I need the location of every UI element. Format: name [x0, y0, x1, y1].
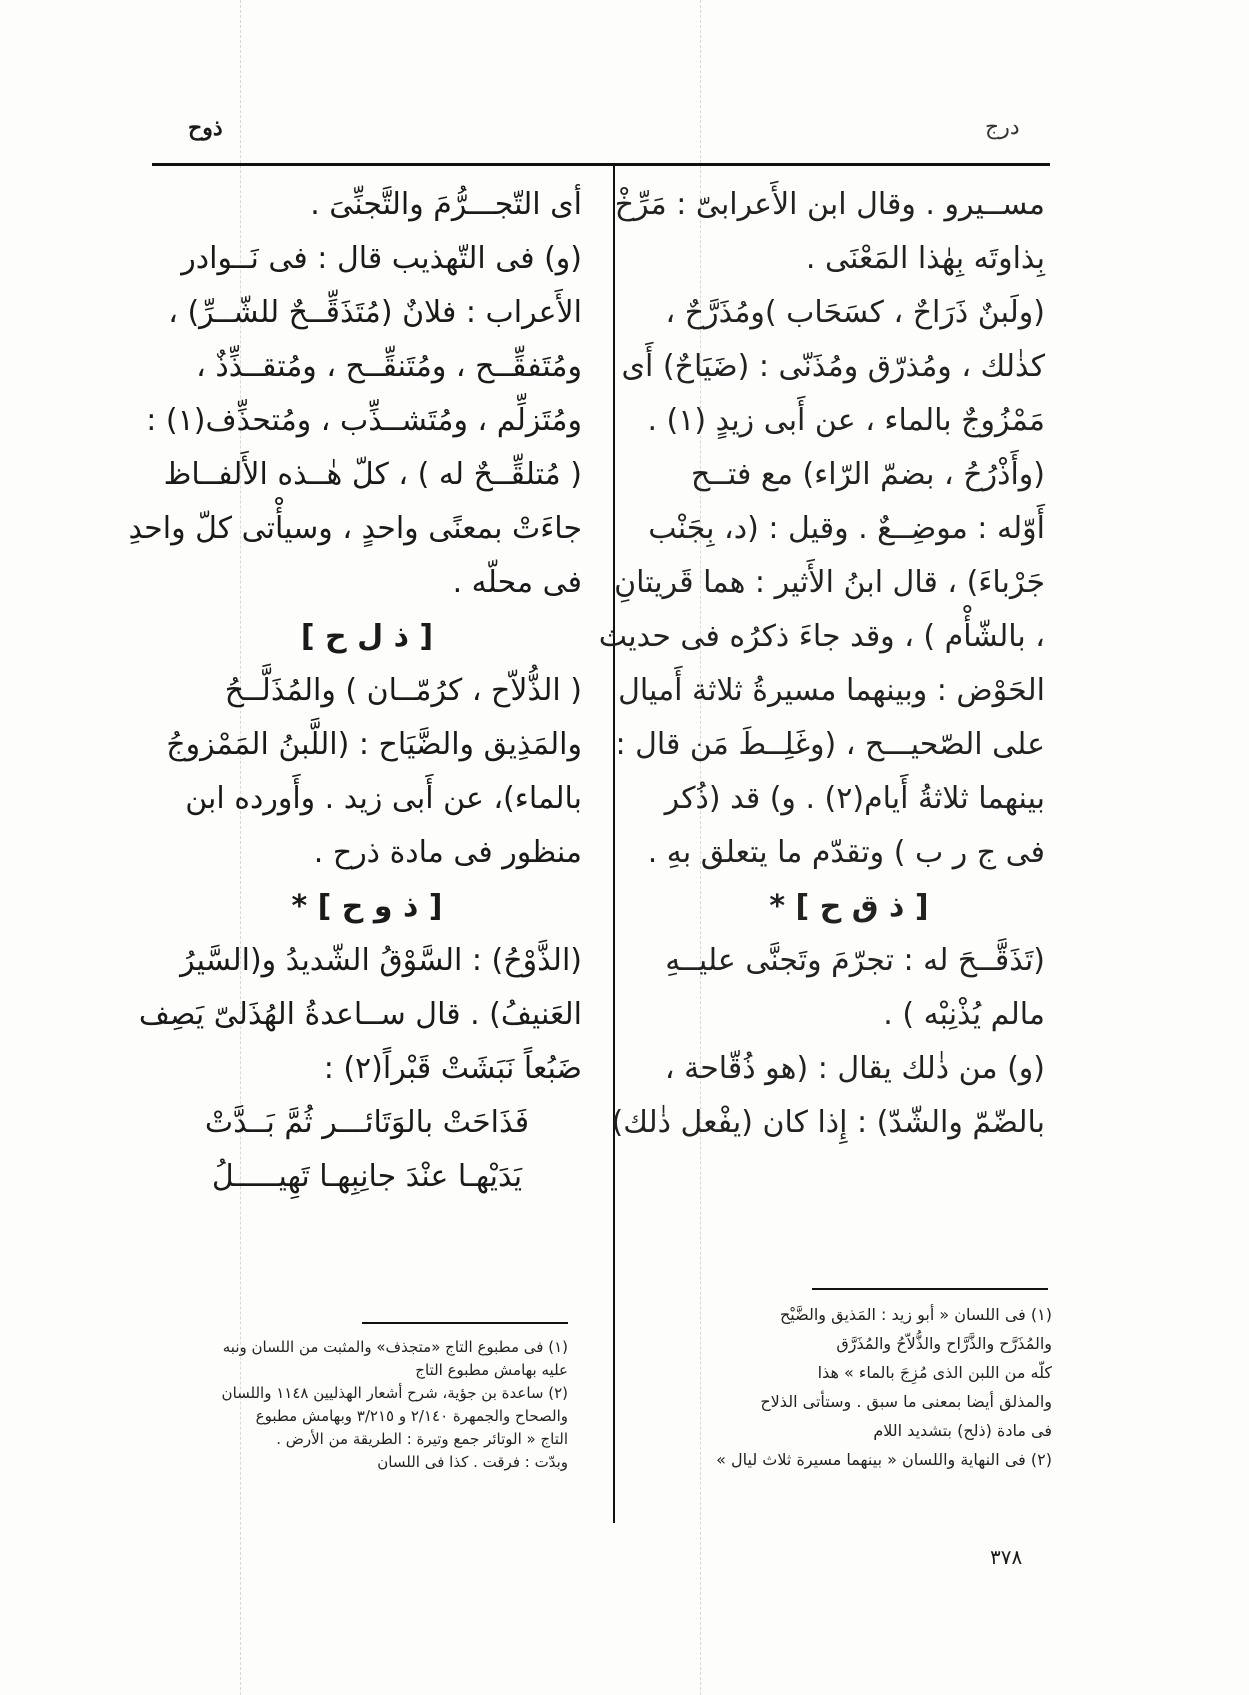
footnote-line: والمُذَرَّح والذَّرَّاح والذُّلاّحُ والمُذَرَّق [836, 1334, 1052, 1353]
text-line: [ ذ ل ح ] [300, 619, 434, 654]
footnote-line: (٢) فى النهاية واللسان « بينهما مسيرة ثلاث ليال » [716, 1450, 1052, 1469]
text-line: مســيرو . وقال ابن الأَعرابىّ : مَرِّخْ [614, 187, 1045, 222]
footnote-line: والمذلق أيضا بمعنى ما سبق . وستأتى الذلاح [760, 1392, 1052, 1411]
column-divider [613, 166, 615, 1523]
footnotes-right [716, 1300, 1052, 1474]
text-line: ( الذُّلاّح ، كرُمّــان ) والمُذَلَّــحُ [224, 673, 582, 708]
footnote-line: فى مادة (ذلح) بتشديد اللام [873, 1421, 1052, 1440]
footnote-line: (٢) ساعدة بن جؤية، شرح أشعار الهذليين ١١٤٨ واللسان [221, 1384, 568, 1402]
text-line: على الصّحيـــح ، (وغَلِــطَ مَن قال : [615, 727, 1045, 762]
text-line: (تَذَقَّــحَ له : تجرّمَ وتَجنَّى عليــهِ [665, 943, 1045, 978]
text-line: أى التّجـــرُّمَ والتَّجنِّىَ . [310, 187, 582, 222]
text-line: (وأَذْرُحُ ، بضمّ الرّاء) مع فتــح [691, 457, 1045, 492]
text-line: ومُتَزلِّم ، ومُتَشــذِّب ، ومُتحذِّف(١) : [146, 403, 582, 438]
text-line: فى ج ر ب ) وتقدّم ما يتعلق بهِ . [647, 835, 1045, 870]
text-line: بالضّمّ والشّدّ) : إِذا كان (يفْعل ذٰلك) [611, 1105, 1045, 1140]
text-line: ضَبُعاً نَبَشَتْ قَبْراً(٢) : [323, 1051, 582, 1086]
text-line: منظور فى مادة ذرح . [313, 835, 582, 870]
text-line: جَرْباءَ) ، قال ابنُ الأَثير : هما قَريتانِ [614, 565, 1045, 600]
running-head-left: ذوح [188, 115, 223, 141]
text-line: (و) فى التّهذيب قال : فى نَــوادر [181, 241, 582, 276]
text-line: العَنيفُ) . قال ســاعدةُ الهُذَلىّ يَصِف [138, 997, 582, 1032]
text-line: والمَذِيق والضَّيَاح : (اللَّبنُ المَمْزوجُ [166, 727, 582, 762]
running-head-right: درج [985, 115, 1020, 140]
text-line: أَوّله : موضِــعٌ . وقيل : (د، بِجَنْب [648, 511, 1045, 546]
page-number: ٣٧٨ [990, 1545, 1023, 1569]
text-line: (و) من ذٰلك يقال : (هو ذُقّاحة ، [664, 1051, 1045, 1086]
footnote-line: والصحاح والجمهرة ٢/١٤٠ و ٣/٢١٥ وبهامش مطبوع [255, 1407, 568, 1425]
footnote-line: (١) فى اللسان « أبو زيد : المَذيق والضَّيْح [779, 1305, 1052, 1324]
footnote-line: كلّه من اللبن الذى مُزِجَ بالماء » هذا [817, 1363, 1052, 1382]
text-line: الحَوْض : وبينهما مسيرةُ ثلاثة أَميال [618, 673, 1045, 708]
text-line: بينهما ثلاثةُ أَيام(٢) . و) قد (ذُكر [664, 781, 1045, 816]
text-line: ( مُتلقِّــحٌ له ) ، كلّ هٰــذه الأَلفــاظ [163, 457, 582, 492]
footnote-line: وبدّت : فرقت . كذا فى اللسان [377, 1453, 568, 1471]
text-line: بِذاوتَه بِهٰذا المَعْنَى . [805, 241, 1045, 276]
text-line: (الذَّوْحُ) : السَّوْقُ الشّديدُ و(السَّيرُ [180, 943, 582, 978]
text-line: مالم يُذْنِبْه ) . [883, 997, 1045, 1032]
text-line: بالماء)، عن أَبى زيد . وأَورده ابن [185, 781, 582, 816]
text-line: ، بالشّأْم ) ، وقد جاءَ ذكرُه فى حديث [598, 619, 1045, 654]
text-line: جاءَتْ بمعنًى واحدٍ ، وسيأْتى كلّ واحدِ [128, 511, 582, 546]
footnote-line: (١) فى مطبوع التاج «متجذف» والمثبت من اللسان ونبه [222, 1338, 568, 1356]
text-line: كذٰلك ، ومُذرّق ومُذَنّى : (ضَيَاحٌ) أَى [621, 349, 1045, 384]
text-line: (ولَبنٌ ذَرَاحٌ ، كسَحَاب )ومُذَرَّحٌ ، [665, 295, 1045, 330]
footnote-line: التاج « الوتائر جمع وتيرة : الطريقة من الأرض . [276, 1430, 568, 1448]
text-line: ومُتَفقِّــح ، ومُتَنقِّــح ، ومُتقــذِّذٌ ، [196, 349, 582, 384]
footnotes-left [150, 1336, 568, 1474]
header-rule [152, 163, 1050, 166]
right-column [598, 178, 1045, 1150]
text-line: مَمْزُوجٌ بالماء ، عن أَبى زيدٍ (١) . [647, 403, 1045, 438]
text-line: يَدَيْهـا عنْدَ جانِبِهـا تَهِيـــــلُ [211, 1159, 523, 1194]
text-line: فى محلّه . [452, 565, 582, 600]
footnote-rule-right [812, 1288, 1048, 1290]
footnote-rule-left [362, 1322, 568, 1324]
text-line: [ ذ ق ح ] * [769, 889, 929, 924]
text-line: فَذَاحَتْ بالوَتَائـــر ثُمَّ بَــدَّتْ [204, 1105, 530, 1140]
left-column [128, 178, 582, 1204]
text-line: [ ذ و ح ] * [291, 889, 443, 924]
text-line: الأَعراب : فلانٌ (مُتَذَقِّــحٌ للشّــرِّ) ، [168, 295, 582, 330]
footnote-line: عليه بهامش مطبوع التاج [415, 1361, 568, 1379]
